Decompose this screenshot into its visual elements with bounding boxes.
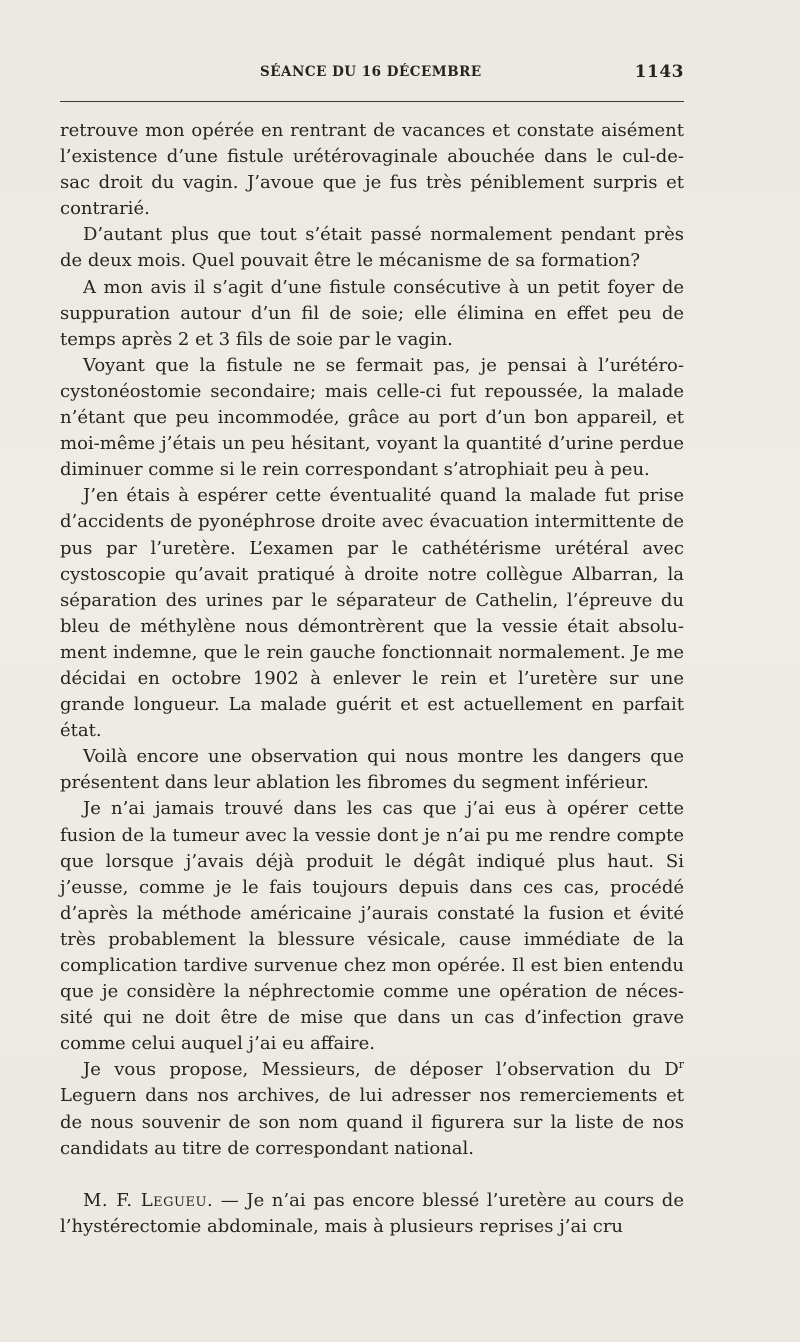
doctor-abbrev-superscript: r [678, 1058, 684, 1072]
paragraph-6: Voilà encore une observation qui nous montre les dangers que présentent dans leur ablation les fibromes du segment inférieur. [60, 746, 684, 794]
header-rule [60, 101, 684, 102]
paragraph-7: Je n’ai jamais trouvé dans les cas que j’ai eus à opérer cette fusion de la tumeur avec la vessie dont je n’ai pu me rendre compte que lorsque j’avais déjà produit le dégât indiqué plus haut. Si j’eusse, comme je le fais toujours depuis dans ces cas, procédé d’après la méthode américaine j’aurais constaté la fusion et évité très probablement la blessure vésicale, cause immédiate de la complication tardive survenue chez mon opérée. Il est bien entendu que je considère la néphrectomie comme une opération de nécessité qui ne doit être de mise que dans un cas d’infection grave comme celui auquel j’ai eu affaire. [60, 798, 684, 1055]
paragraph-9-text: — Je n’ai pas encore blessé l’uretère au cours de l’hystérectomie abdominale, mais à plusieurs reprises j’ai cru [60, 1189, 684, 1237]
paragraph-1: retrouve mon opérée en rentrant de vacances et constate aisément l’existence d’une fistule urétérovaginale abouchée dans le cul-de-sac droit du vagin. J’avoue que je fus très péniblement surpris et contrarié. [60, 120, 684, 220]
body-text [60, 118, 684, 1240]
paragraph-9 [60, 1188, 684, 1240]
page-number: 1143 [634, 62, 684, 82]
paragraph-8-start: Je vous propose, Messieurs, de déposer l’observation du D [83, 1059, 679, 1081]
paragraph-4: Voyant que la fistule ne se fermait pas, je pensai à l’urétérocystonéostomie secondaire; mais celle-ci fut repoussée, la malade n’étant que peu incommodée, grâce au port d’un bon appareil, et moi-même j’étais un peu hésitant, voyant la quantité d’urine perdue diminuer comme si le rein correspondant s’atrophiait peu à peu. [60, 354, 684, 481]
paragraph-8-end: Leguern dans nos archives, de lui adresser nos remerciements et de nous souvenir de son nom quand il figurera sur la liste de nos candidats au titre de correspondant national. [60, 1085, 684, 1159]
paragraph-3: A mon avis il s’agit d’une fistule consécutive à un petit foyer de suppuration autour d’un fil de soie; elle élimina en effet peu de temps après 2 et 3 fils de soie par le vagin. [60, 276, 684, 350]
page-header [60, 62, 684, 84]
paragraph-5: J’en étais à espérer cette éventualité quand la malade fut prise d’accidents de pyonéphrose droite avec évacuation intermittente de pus par l’uretère. L’examen par le cathétérisme urétéral avec cystoscopie qu’avait pratiqué à droite notre collègue Albarran, la séparation des urines par le séparateur de Cathelin, l’épreuve du bleu de méthylène nous démontrèrent que la vessie était absolument indemne, que le rein gauche fonctionnait normalement. Je me décidai en octobre 1902 à enlever le rein et l’uretère sur une grande longueur. La malade guérit et est actuellement en parfait état. [60, 485, 684, 742]
paragraph-2: D’autant plus que tout s’était passé normalement pendant près de deux mois. Quel pouvait être le mécanisme de sa formation? [60, 224, 684, 272]
speaker-name: M. F. Legueu. [83, 1189, 214, 1211]
paragraph-8 [60, 1057, 684, 1161]
running-title: SÉANCE DU 16 DÉCEMBRE [260, 64, 482, 80]
